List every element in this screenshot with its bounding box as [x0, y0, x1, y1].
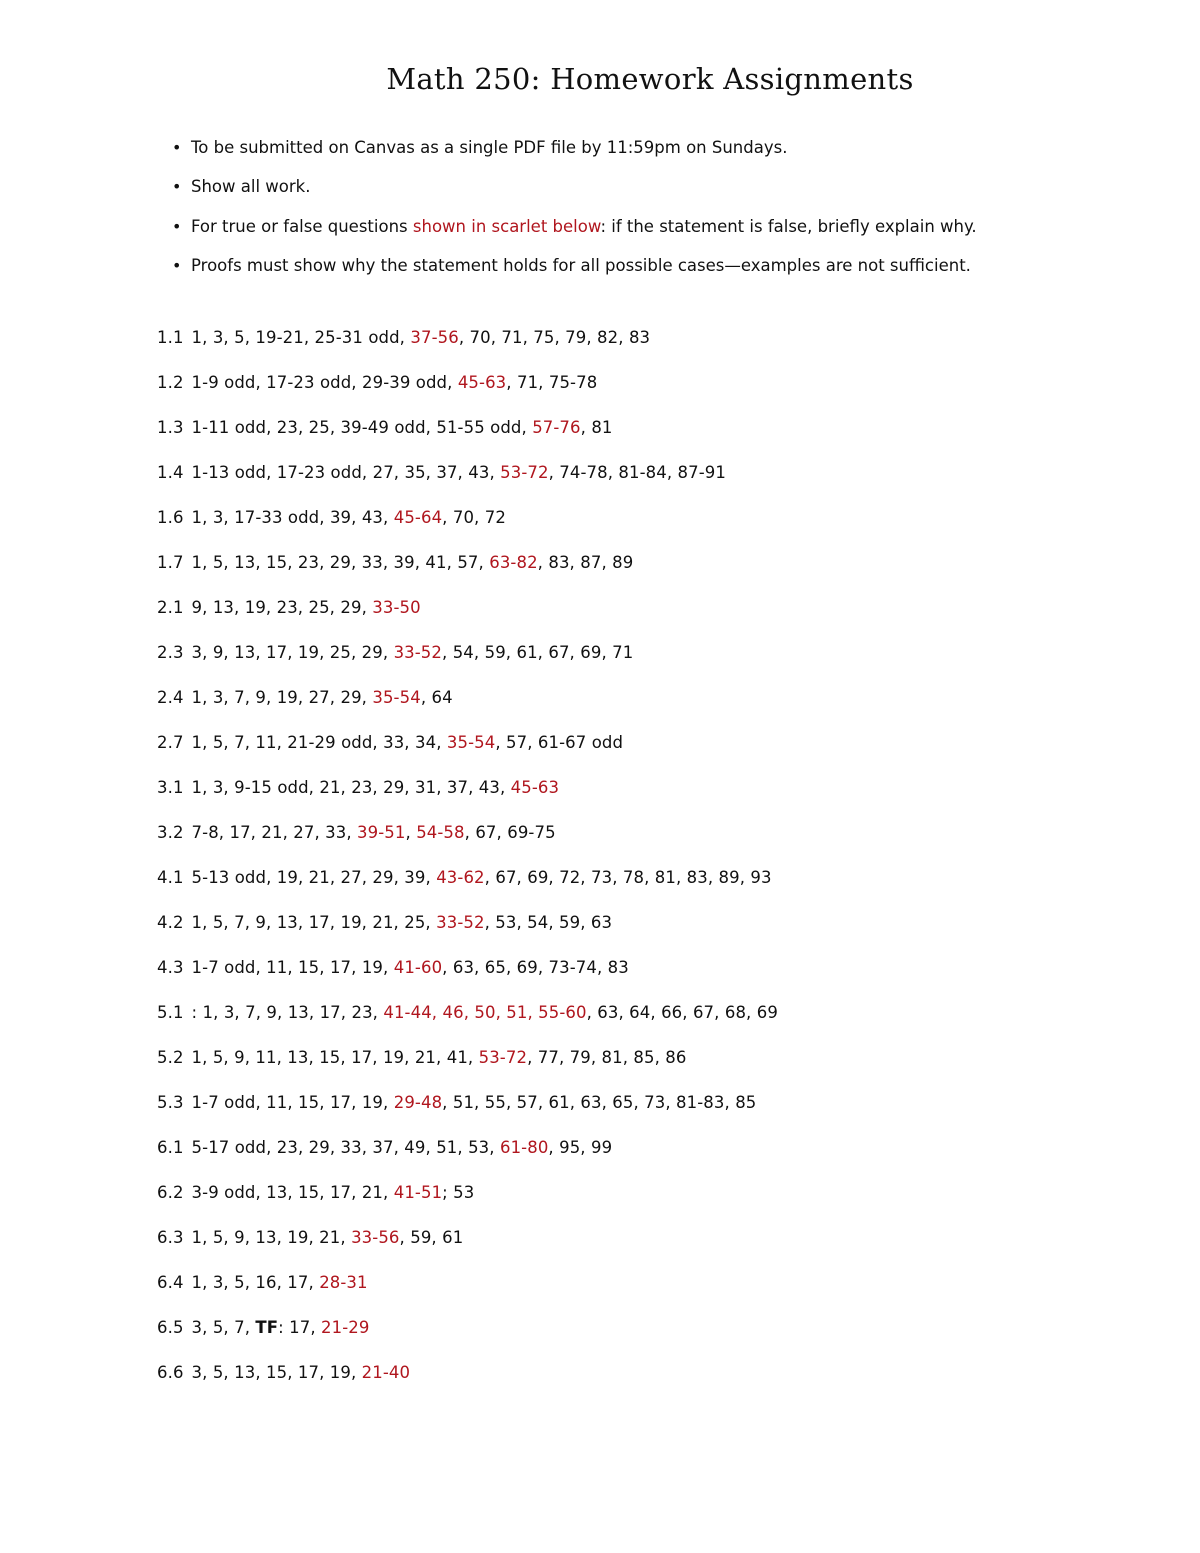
instruction-text — [191, 138, 787, 157]
problem-list — [192, 868, 772, 887]
assignment-row — [157, 463, 778, 508]
section-number: 3.1 — [157, 778, 184, 797]
problem-text: 1, 5, 7, 9, 13, 17, 19, 21, 25, — [191, 913, 437, 932]
true-false-problems: 61-80 — [499, 1138, 549, 1157]
problem-text: , 77, 79, 81, 85, 86 — [527, 1048, 687, 1067]
true-false-problems: 45-63 — [510, 778, 560, 797]
section-number: 6.5 — [157, 1318, 184, 1337]
true-false-problems: 43-62 — [436, 868, 485, 887]
true-false-problems: 53-72 — [478, 1048, 528, 1067]
true-false-problems: 35-54 — [372, 688, 421, 707]
problem-text: Show all work. — [191, 177, 311, 197]
assignment-row — [157, 643, 778, 688]
true-false-problems: 21-40 — [361, 1363, 411, 1382]
problem-list — [192, 373, 598, 392]
problem-text: , 67, 69-75 — [464, 823, 556, 842]
instruction-item — [172, 256, 977, 295]
assignment-row — [157, 823, 778, 868]
bullet-icon: • — [172, 177, 182, 197]
true-false-problems: shown in scarlet below — [412, 216, 601, 236]
assignment-row — [157, 868, 778, 913]
problem-text: , 70, 72 — [442, 508, 506, 527]
assignment-row — [157, 1183, 778, 1228]
problem-text: 3-9 odd, 13, 15, 17, 21, — [191, 1183, 394, 1202]
problem-text: 5-17 odd, 23, 29, 33, 37, 49, 51, 53, — [191, 1138, 500, 1157]
assignment-row — [157, 1093, 778, 1138]
problem-list — [192, 823, 556, 842]
problem-list — [192, 553, 634, 572]
problem-text: , 71, 75-78 — [506, 373, 598, 392]
true-false-problems: 54-58 — [416, 823, 465, 842]
page-title: Math 250: Homework Assignments — [386, 62, 914, 96]
problem-text: : 17, — [278, 1318, 322, 1337]
true-false-problems: 39-51 — [357, 823, 406, 842]
problem-text: 1, 3, 5, 19-21, 25-31 odd, — [191, 328, 411, 347]
true-false-problems: 35-54 — [446, 733, 496, 752]
section-number: 3.2 — [157, 823, 184, 842]
problem-list — [192, 958, 629, 977]
true-false-problems: 33-50 — [372, 598, 421, 617]
problem-list — [192, 733, 624, 752]
problem-text: To be submitted on Canvas as a single PDF file by 11:59pm on Sundays. — [191, 138, 788, 157]
assignment-row — [157, 598, 778, 643]
assignment-row — [157, 328, 778, 373]
problem-list — [192, 1093, 757, 1112]
section-number: 2.1 — [157, 598, 184, 617]
section-number: 2.7 — [157, 733, 184, 752]
problem-text: , 63, 65, 69, 73-74, 83 — [442, 958, 629, 977]
true-false-problems: 28-31 — [319, 1273, 368, 1292]
problem-text: 5-13 odd, 19, 21, 27, 29, 39, — [191, 868, 437, 887]
problem-text: 1-9 odd, 17-23 odd, 29-39 odd, — [191, 373, 458, 392]
section-number: 6.6 — [157, 1363, 184, 1382]
section-number: 6.3 — [157, 1228, 184, 1247]
problem-text: Proofs must show why the statement holds for all possible cases—examples are not sufficient. — [191, 255, 971, 275]
problem-text: , 59, 61 — [399, 1228, 464, 1247]
section-number: 5.1 — [157, 1003, 184, 1022]
assignment-row — [157, 1273, 778, 1318]
true-false-problems: 53-72 — [500, 463, 549, 482]
problem-text: , — [405, 823, 417, 842]
problem-text: 7-8, 17, 21, 27, 33, — [191, 823, 358, 842]
true-false-problems: 37-56 — [410, 328, 459, 347]
true-false-problems: 63-82 — [489, 553, 538, 572]
problem-list — [192, 418, 613, 437]
section-number: 1.6 — [157, 508, 184, 527]
problem-text: 1-7 odd, 11, 15, 17, 19, — [191, 958, 394, 977]
problem-text: 3, 9, 13, 17, 19, 25, 29, — [191, 643, 394, 662]
assignment-row — [157, 553, 778, 598]
problem-list — [192, 328, 651, 347]
assignment-row — [157, 958, 778, 1003]
problem-text: 1, 5, 7, 11, 21-29 odd, 33, 34, — [191, 733, 447, 752]
section-number: 6.1 — [157, 1138, 184, 1157]
problem-text: , 51, 55, 57, 61, 63, 65, 73, 81-83, 85 — [442, 1093, 757, 1112]
problem-text: For true or false questions — [191, 216, 413, 236]
problem-text: 1-11 odd, 23, 25, 39-49 odd, 51-55 odd, — [191, 418, 533, 437]
problem-text: 1, 5, 9, 13, 19, 21, — [191, 1228, 352, 1247]
bullet-icon: • — [172, 216, 182, 236]
problem-text: 1, 5, 13, 15, 23, 29, 33, 39, 41, 57, — [191, 553, 490, 572]
problem-text: 1, 5, 9, 11, 13, 15, 17, 19, 21, 41, — [191, 1048, 479, 1067]
section-number: 1.7 — [157, 553, 184, 572]
true-false-problems: 33-52 — [393, 643, 443, 662]
instruction-item — [172, 138, 977, 177]
assignment-row — [157, 688, 778, 733]
problem-text: 3, 5, 13, 15, 17, 19, — [191, 1363, 362, 1382]
problem-text: , 74-78, 81-84, 87-91 — [548, 463, 726, 482]
true-false-problems: 45-64 — [393, 508, 443, 527]
true-false-problems: 41-44, 46, 50, 51, 55-60 — [383, 1003, 587, 1022]
assignment-row — [157, 508, 778, 553]
instruction-text — [191, 217, 977, 236]
section-number: 1.3 — [157, 418, 184, 437]
problem-list — [192, 778, 560, 797]
instruction-item — [172, 217, 977, 256]
section-number: 4.1 — [157, 868, 184, 887]
problem-text: 1, 3, 5, 16, 17, — [191, 1273, 320, 1292]
assignment-row — [157, 1228, 778, 1273]
section-number: 1.1 — [157, 328, 184, 347]
assignment-row — [157, 1363, 778, 1408]
problem-text: , 64 — [420, 688, 453, 707]
problem-text: , 54, 59, 61, 67, 69, 71 — [442, 643, 634, 662]
problem-text: , 53, 54, 59, 63 — [484, 913, 613, 932]
problem-list — [192, 688, 453, 707]
instruction-text — [191, 256, 971, 275]
section-number: 4.3 — [157, 958, 184, 977]
instruction-text — [191, 177, 310, 196]
assignment-row — [157, 418, 778, 463]
section-number: 2.4 — [157, 688, 184, 707]
problem-list — [192, 508, 506, 527]
true-false-problems: 33-52 — [436, 913, 485, 932]
section-number: 6.2 — [157, 1183, 184, 1202]
true-false-problems: 33-56 — [351, 1228, 400, 1247]
problem-text: , 81 — [580, 418, 613, 437]
problem-text: : 1, 3, 7, 9, 13, 17, 23, — [191, 1003, 384, 1022]
tf-label: TF — [255, 1318, 279, 1337]
assignment-row — [157, 1003, 778, 1048]
instructions-list — [172, 138, 977, 295]
problem-text: , 83, 87, 89 — [537, 553, 634, 572]
bullet-icon: • — [172, 138, 182, 157]
problem-text: , 67, 69, 72, 73, 78, 81, 83, 89, 93 — [484, 868, 772, 887]
problem-list — [192, 1318, 370, 1337]
problem-list — [192, 1048, 687, 1067]
assignment-row — [157, 1138, 778, 1183]
assignment-row — [157, 373, 778, 418]
true-false-problems: 29-48 — [393, 1093, 443, 1112]
bullet-icon: • — [172, 255, 182, 275]
problem-list — [192, 913, 613, 932]
assignment-row — [157, 733, 778, 778]
problem-text: 1, 3, 17-33 odd, 39, 43, — [191, 508, 394, 527]
problem-list — [192, 1183, 475, 1202]
assignments-list — [157, 328, 778, 1408]
problem-text: 1-13 odd, 17-23 odd, 27, 35, 37, 43, — [191, 463, 501, 482]
problem-text: : if the statement is false, briefly explain why. — [600, 216, 977, 236]
true-false-problems: 57-76 — [532, 418, 581, 437]
section-number: 5.2 — [157, 1048, 184, 1067]
true-false-problems: 21-29 — [321, 1318, 370, 1337]
problem-list — [192, 1228, 464, 1247]
problem-text: 3, 5, 7, — [191, 1318, 256, 1337]
assignment-row — [157, 1048, 778, 1093]
section-number: 4.2 — [157, 913, 184, 932]
problem-list — [192, 463, 726, 482]
problem-text: 1-7 odd, 11, 15, 17, 19, — [191, 1093, 394, 1112]
problem-text: ; 53 — [442, 1183, 475, 1202]
problem-text: , 95, 99 — [548, 1138, 613, 1157]
problem-text: 1, 3, 7, 9, 19, 27, 29, — [191, 688, 373, 707]
section-number: 5.3 — [157, 1093, 184, 1112]
problem-list — [192, 1003, 778, 1022]
true-false-problems: 41-60 — [393, 958, 443, 977]
problem-text: 9, 13, 19, 23, 25, 29, — [191, 598, 373, 617]
problem-text: , 57, 61-67 odd — [495, 733, 624, 752]
assignment-row — [157, 1318, 778, 1363]
section-number: 1.2 — [157, 373, 184, 392]
true-false-problems: 41-51 — [393, 1183, 443, 1202]
instruction-item — [172, 177, 977, 216]
assignment-row — [157, 913, 778, 958]
problem-list — [192, 1273, 368, 1292]
assignment-row — [157, 778, 778, 823]
section-number: 2.3 — [157, 643, 184, 662]
problem-list — [192, 1363, 411, 1382]
problem-list — [192, 598, 421, 617]
true-false-problems: 45-63 — [457, 373, 507, 392]
problem-text: , 70, 71, 75, 79, 82, 83 — [458, 328, 651, 347]
problem-text: 1, 3, 9-15 odd, 21, 23, 29, 31, 37, 43, — [191, 778, 511, 797]
section-number: 1.4 — [157, 463, 184, 482]
section-number: 6.4 — [157, 1273, 184, 1292]
problem-list — [192, 1138, 613, 1157]
problem-list — [192, 643, 634, 662]
problem-text: , 63, 64, 66, 67, 68, 69 — [586, 1003, 778, 1022]
